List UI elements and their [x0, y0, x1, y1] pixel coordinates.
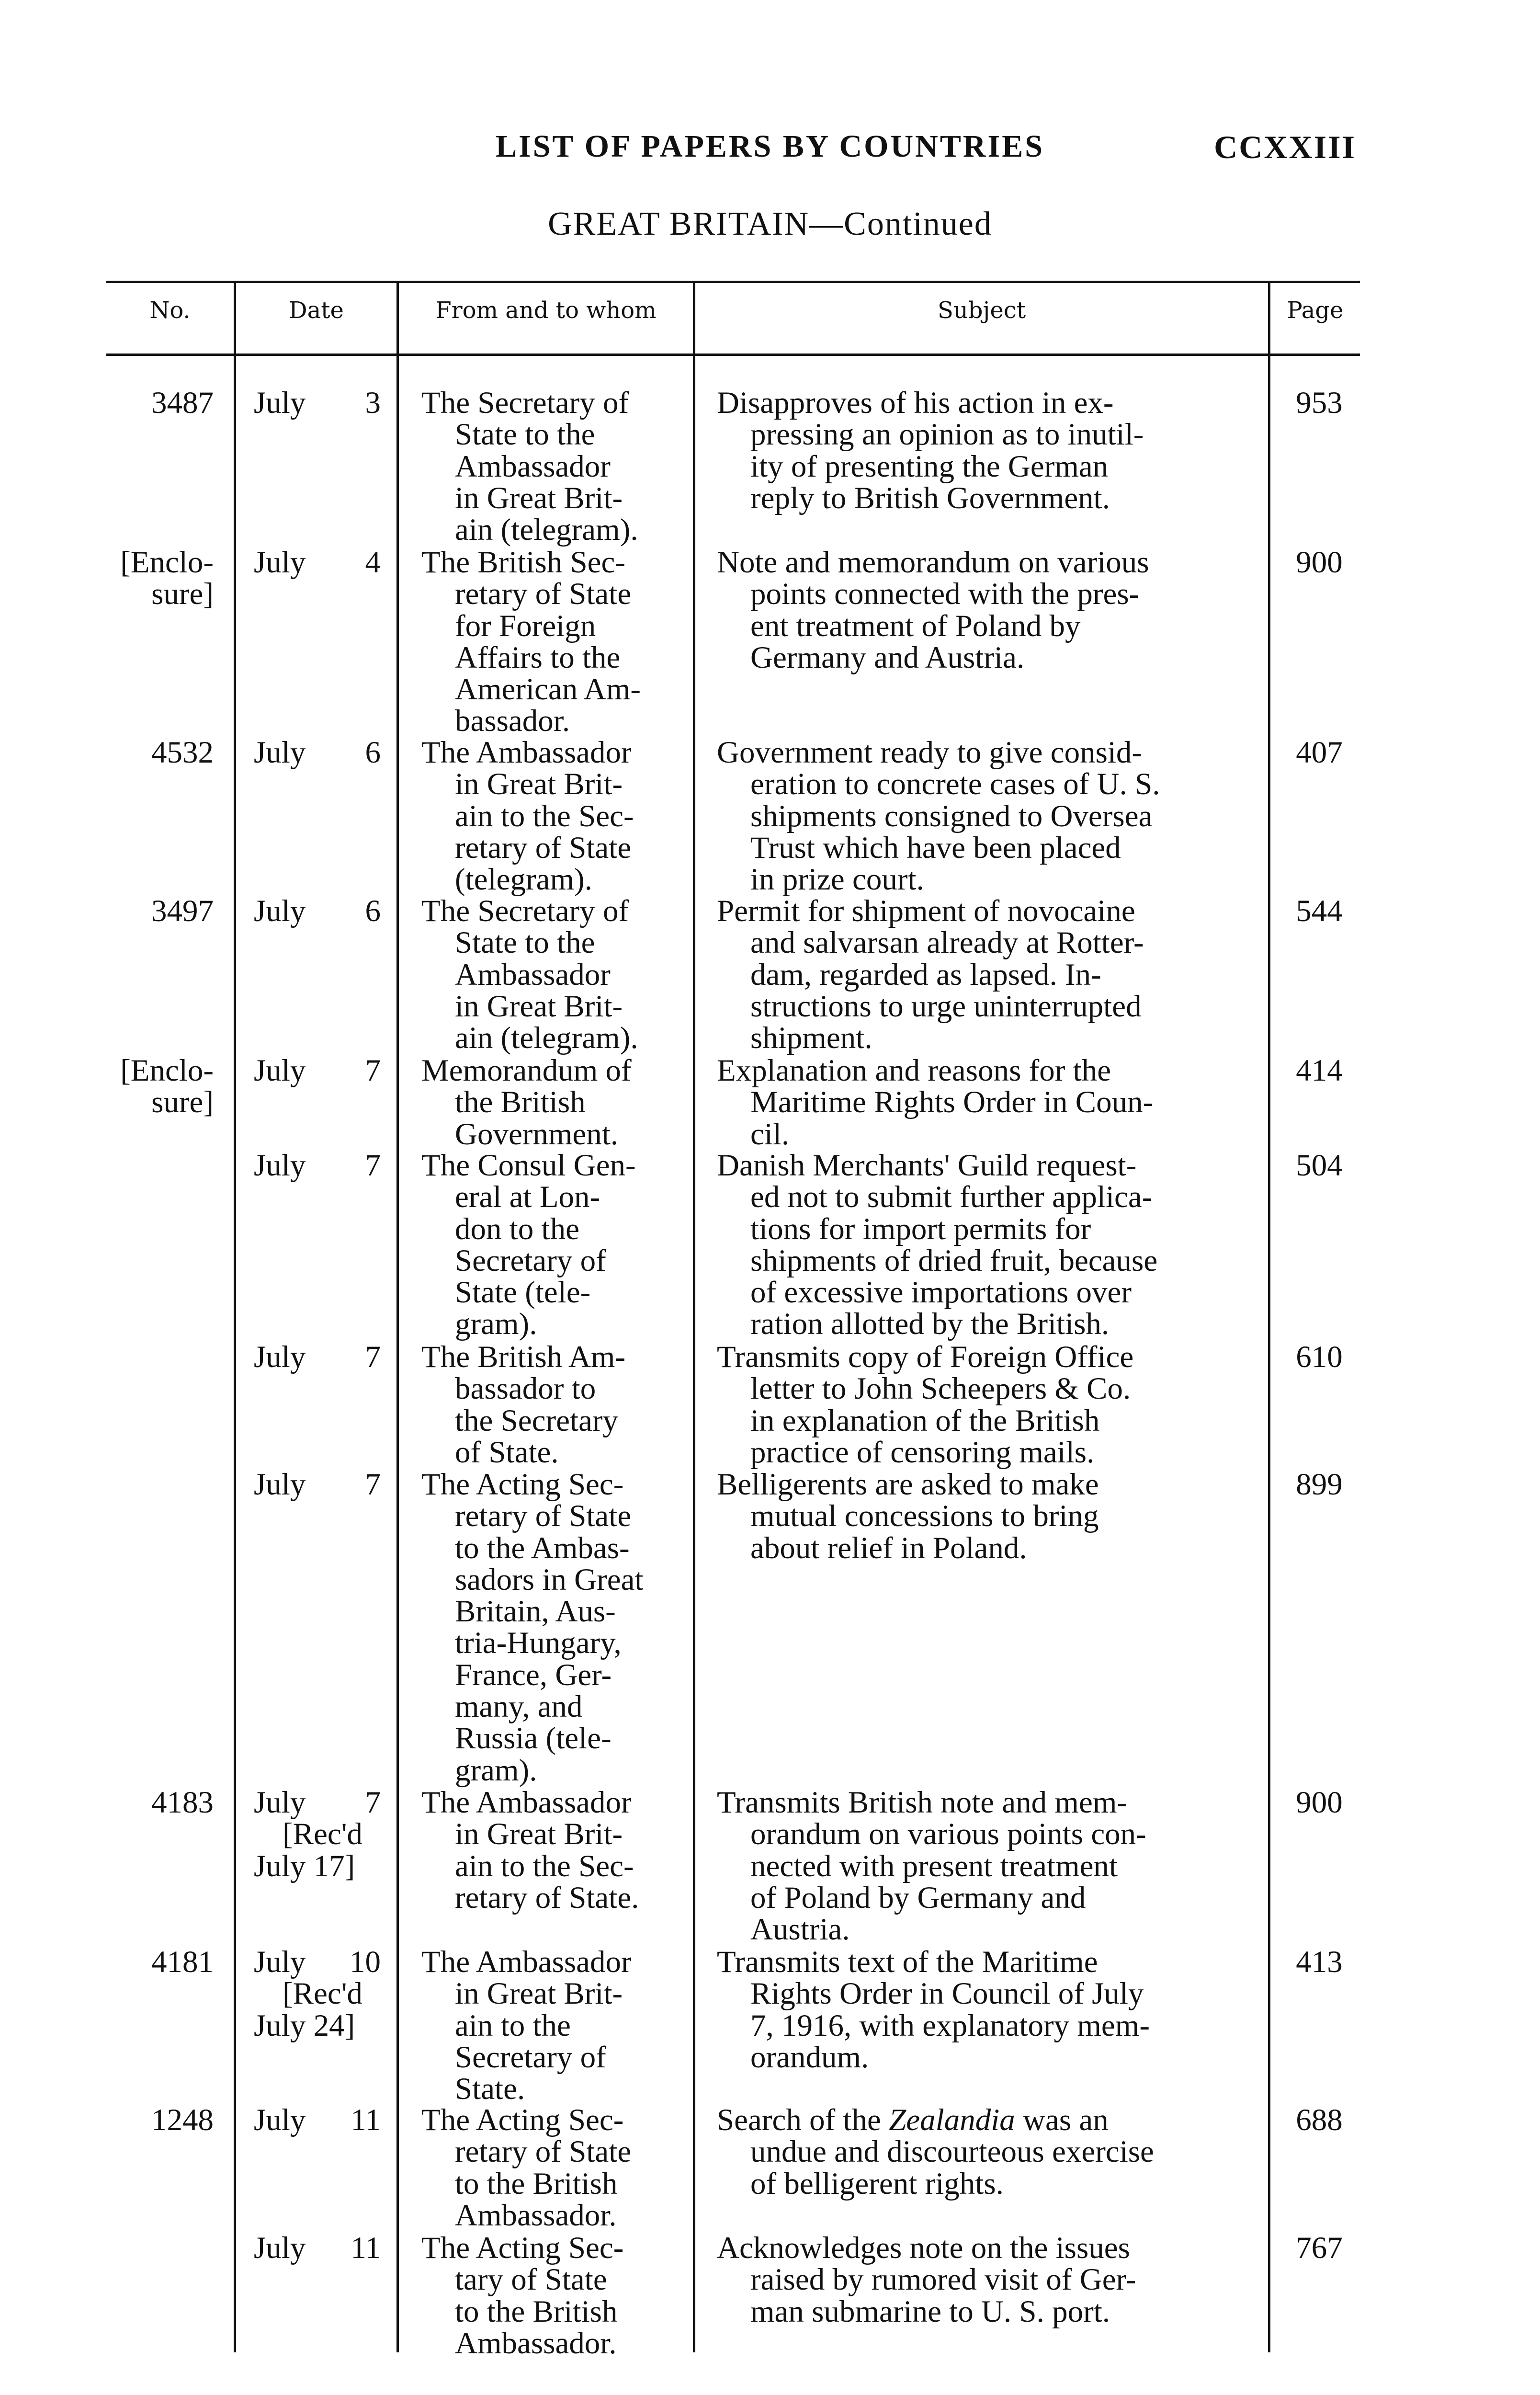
- from-to-line: ain to the Sec-: [455, 1848, 634, 1883]
- from-to-line: many, and: [455, 1689, 583, 1724]
- date-month: July: [254, 1148, 306, 1183]
- running-head: [0, 128, 1540, 171]
- date-line: [254, 387, 381, 419]
- date-month: July: [254, 386, 306, 420]
- date-cell: [254, 1469, 383, 1500]
- subject: [717, 1946, 1248, 2073]
- from-to-whom: [421, 2232, 680, 2359]
- from-to-line: The Secretary of: [421, 894, 629, 928]
- from-to-whom: [421, 2104, 680, 2231]
- from-to-line: ain (telegram).: [455, 513, 638, 547]
- page-number: 413: [1296, 1945, 1343, 1979]
- paper-number: 3497: [151, 894, 214, 928]
- from-to-line: The Acting Sec-: [421, 2231, 624, 2265]
- page-number: 900: [1296, 545, 1343, 580]
- column-divider: [693, 281, 695, 2352]
- subject-line: about relief in Poland.: [750, 1530, 1027, 1565]
- column-divider: [396, 281, 399, 2352]
- from-to-line: gram).: [455, 1307, 537, 1342]
- from-to-line: State to the: [455, 925, 595, 960]
- date-day: 11: [351, 2231, 381, 2265]
- received-date: July 24]: [254, 2008, 355, 2043]
- paper-number: [91, 1055, 214, 1118]
- from-to-line: retary of State: [455, 577, 632, 612]
- from-to-whom: [421, 737, 680, 895]
- date-day: 11: [351, 2103, 381, 2137]
- subject-line: Search of the Zealandia was an: [717, 2103, 1109, 2137]
- from-to-line: The British Am-: [421, 1340, 626, 1374]
- date-cell: [254, 387, 383, 419]
- from-to-line: in Great Brit-: [455, 767, 623, 802]
- subject-line: eration to concrete cases of U. S.: [750, 767, 1160, 802]
- date-cell: [254, 1055, 383, 1086]
- subject-line: Rights Order in Council of July: [750, 1976, 1144, 2011]
- subject-line: 7, 1916, with explanatory mem-: [750, 2008, 1150, 2043]
- subject-line: raised by rumored visit of Ger-: [750, 2262, 1136, 2297]
- subject-line: in explanation of the British: [750, 1403, 1100, 1438]
- column-header-no: No.: [149, 297, 191, 324]
- from-to-line: bassador to: [455, 1371, 596, 1406]
- paper-number: 1248: [151, 2103, 214, 2137]
- subject-line: of belligerent rights.: [750, 2166, 1004, 2201]
- date-month: July: [254, 735, 306, 770]
- date-cell: [254, 547, 383, 578]
- subject: [717, 1341, 1248, 1468]
- from-to-line: ain (telegram).: [455, 1021, 638, 1056]
- subject-line: shipments consigned to Oversea: [750, 798, 1153, 833]
- from-to-whom: [421, 1150, 680, 1340]
- date-month: July: [254, 2103, 306, 2137]
- page-number: 610: [1296, 1340, 1343, 1374]
- subject-line: Note and memorandum on various: [717, 545, 1149, 580]
- subject-line: structions to urge uninterrupted: [750, 989, 1142, 1024]
- enclosure-label: sure]: [151, 1085, 214, 1120]
- from-to-whom: [421, 387, 680, 546]
- date-month: July: [254, 1340, 306, 1374]
- from-to-line: The Ambassador: [421, 735, 632, 770]
- subject-line: ed not to submit further applica-: [750, 1180, 1153, 1215]
- date-day: 6: [365, 735, 381, 770]
- from-to-line: Secretary of: [455, 1243, 606, 1278]
- subject-line: orandum on various points con-: [750, 1817, 1146, 1852]
- subject-line: of Poland by Germany and: [750, 1880, 1086, 1915]
- from-to-line: Memorandum of: [421, 1053, 632, 1088]
- column-divider: [234, 281, 236, 2352]
- from-to-line: Ambassador: [455, 957, 611, 992]
- from-to-line: Ambassador.: [455, 2326, 617, 2361]
- date-day: 3: [365, 386, 381, 420]
- from-to-line: gram).: [455, 1753, 537, 1788]
- subject-line: orandum.: [750, 2040, 869, 2075]
- subject: [717, 1055, 1248, 1150]
- date-day: 7: [365, 1467, 381, 1502]
- from-to-line: State to the: [455, 417, 595, 452]
- page-number: 544: [1296, 894, 1343, 928]
- date-month: July: [254, 1053, 306, 1088]
- page-number: 900: [1296, 1785, 1343, 1820]
- folio: CCXXIII: [1214, 129, 1356, 165]
- column-header-from-to: From and to whom: [435, 297, 657, 324]
- subject-line: and salvarsan already at Rotter-: [750, 925, 1144, 960]
- subject-line: Austria.: [750, 1912, 850, 1947]
- subject-line: ity of presenting the German: [750, 449, 1109, 484]
- subject: [717, 2104, 1248, 2200]
- date-line: [254, 2104, 381, 2136]
- from-to-line: (telegram).: [455, 862, 592, 897]
- subject-line: ration allotted by the British.: [750, 1307, 1110, 1342]
- date-day: 7: [365, 1340, 381, 1374]
- from-to-line: The Acting Sec-: [421, 2103, 624, 2137]
- from-to-line: France, Ger-: [455, 1657, 612, 1692]
- subject-line: nected with present treatment: [750, 1848, 1118, 1883]
- date-day: 10: [350, 1945, 381, 1979]
- from-to-line: Russia (tele-: [455, 1721, 611, 1756]
- from-to-whom: [421, 1469, 680, 1786]
- subject-line: points connected with the pres-: [750, 577, 1140, 612]
- subject: [717, 895, 1248, 1054]
- page-number: 688: [1296, 2103, 1343, 2137]
- date-cell: [254, 895, 383, 927]
- from-to-line: the British: [455, 1085, 586, 1120]
- date-line: [254, 895, 381, 927]
- from-to-line: tary of State: [455, 2262, 607, 2297]
- subject-line: Danish Merchants' Guild request-: [717, 1148, 1137, 1183]
- from-to-whom: [421, 547, 680, 737]
- from-to-line: The Ambassador: [421, 1785, 632, 1820]
- date-line: [254, 1150, 381, 1181]
- from-to-line: The Ambassador: [421, 1945, 632, 1979]
- date-month: July: [254, 1467, 306, 1502]
- subject-line: Belligerents are asked to make: [717, 1467, 1099, 1502]
- column-header-date: Date: [289, 297, 344, 324]
- from-to-line: the Secretary: [455, 1403, 619, 1438]
- column-header-subject: Subject: [938, 297, 1026, 324]
- date-month: July: [254, 894, 306, 928]
- subject-line: Disapproves of his action in ex-: [717, 386, 1114, 420]
- date-cell: [254, 1150, 383, 1181]
- received-date: July 17]: [254, 1848, 355, 1883]
- from-to-whom: [421, 1341, 680, 1468]
- from-to-whom: [421, 1946, 680, 2105]
- from-to-line: ain to the: [455, 2008, 571, 2043]
- from-to-line: sadors in Great: [455, 1562, 644, 1597]
- from-to-line: eral at Lon-: [455, 1180, 600, 1215]
- date-month: July: [254, 1945, 306, 1979]
- running-title: LIST OF PAPERS BY COUNTRIES: [496, 129, 1044, 164]
- enclosure-label: [Enclo-: [120, 545, 214, 580]
- subject-line: mutual concessions to bring: [750, 1499, 1099, 1534]
- subject-line: cil.: [750, 1117, 790, 1152]
- received-date: [Rec'd: [283, 1976, 362, 2011]
- subject-line: Transmits text of the Maritime: [717, 1945, 1098, 1979]
- subject-line: tions for import permits for: [750, 1211, 1091, 1246]
- subject-line: shipment.: [750, 1021, 872, 1056]
- from-to-line: in Great Brit-: [455, 480, 623, 515]
- column-divider: [1268, 281, 1270, 2352]
- from-to-line: The Acting Sec-: [421, 1467, 624, 1502]
- subject-line: ent treatment of Poland by: [750, 608, 1081, 643]
- from-to-line: to the British: [455, 2166, 618, 2201]
- subject-line: Transmits British note and mem-: [717, 1785, 1128, 1820]
- subject: [717, 1787, 1248, 1945]
- paper-number: [91, 547, 214, 610]
- subject-line: Explanation and reasons for the: [717, 1053, 1111, 1088]
- date-day: 7: [365, 1785, 381, 1820]
- date-cell: [254, 1946, 383, 2041]
- subject-line: pressing an opinion as to inutil-: [750, 417, 1144, 452]
- from-to-line: Government.: [455, 1117, 619, 1152]
- table-top-rule: [106, 281, 1360, 283]
- from-to-line: retary of State: [455, 1499, 632, 1534]
- from-to-line: retary of State: [455, 2134, 632, 2169]
- subject-line: Maritime Rights Order in Coun-: [750, 1085, 1154, 1120]
- subject-line: reply to British Government.: [750, 480, 1110, 515]
- from-to-line: Secretary of: [455, 2040, 606, 2075]
- enclosure-label: sure]: [151, 577, 214, 612]
- paper-number: 4183: [151, 1785, 214, 1820]
- date-line: [254, 1055, 381, 1086]
- from-to-line: to the Ambas-: [455, 1530, 630, 1565]
- enclosure-label: [Enclo-: [120, 1053, 214, 1088]
- from-to-line: for Foreign: [455, 608, 596, 643]
- date-line: [254, 547, 381, 578]
- subject: [717, 1469, 1248, 1564]
- from-to-line: tria-Hungary,: [455, 1626, 622, 1661]
- date-cell: [254, 2232, 383, 2264]
- date-month: July: [254, 545, 306, 580]
- from-to-line: The Secretary of: [421, 386, 629, 420]
- from-to-line: American Am-: [455, 672, 641, 707]
- subject-line: practice of censoring mails.: [750, 1435, 1095, 1470]
- subject-line: of excessive importations over: [750, 1275, 1132, 1310]
- from-to-line: don to the: [455, 1211, 579, 1246]
- date-day: 4: [365, 545, 381, 580]
- page-number: 504: [1296, 1148, 1343, 1183]
- subject: [717, 547, 1248, 673]
- from-to-line: State (tele-: [455, 1275, 591, 1310]
- from-to-whom: [421, 895, 680, 1054]
- subject-line: Transmits copy of Foreign Office: [717, 1340, 1134, 1374]
- date-day: 6: [365, 894, 381, 928]
- from-to-line: State.: [455, 2072, 525, 2107]
- page-number: 767: [1296, 2231, 1343, 2265]
- date-day: 7: [365, 1148, 381, 1183]
- from-to-whom: [421, 1055, 680, 1150]
- page-number: 953: [1296, 386, 1343, 420]
- date-cell: [254, 2104, 383, 2136]
- date-month: July: [254, 1785, 306, 1820]
- subject-line: in prize court.: [750, 862, 924, 897]
- subject-line: shipments of dried fruit, because: [750, 1243, 1158, 1278]
- subject-line: Government ready to give consid-: [717, 735, 1143, 770]
- section-heading: GREAT BRITAIN—Continued: [548, 205, 992, 242]
- page-number: 899: [1296, 1467, 1343, 1502]
- subject-line: undue and discourteous exercise: [750, 2134, 1154, 2169]
- date-line: [254, 1946, 381, 1978]
- from-to-line: The British Sec-: [421, 545, 626, 580]
- from-to-line: Ambassador: [455, 449, 611, 484]
- date-cell: [254, 1341, 383, 1373]
- from-to-line: in Great Brit-: [455, 989, 623, 1024]
- from-to-line: retary of State: [455, 830, 632, 865]
- from-to-line: in Great Brit-: [455, 1817, 623, 1852]
- subject: [717, 1150, 1248, 1340]
- page-number: 414: [1296, 1053, 1343, 1088]
- subject-line: Permit for shipment of novocaine: [717, 894, 1135, 928]
- subject: [717, 737, 1248, 895]
- from-to-line: to the British: [455, 2294, 618, 2329]
- from-to-whom: [421, 1787, 680, 1914]
- subject: [717, 2232, 1248, 2327]
- from-to-line: ain to the Sec-: [455, 798, 634, 833]
- date-line: [254, 1341, 381, 1373]
- date-line: [254, 737, 381, 768]
- from-to-line: in Great Brit-: [455, 1976, 623, 2011]
- from-to-line: Ambassador.: [455, 2198, 617, 2233]
- from-to-line: retary of State.: [455, 1880, 639, 1915]
- from-to-line: Affairs to the: [455, 640, 621, 675]
- date-cell: [254, 1787, 383, 1882]
- subject-line: Acknowledges note on the issues: [717, 2231, 1130, 2265]
- subject-line: Trust which have been placed: [750, 830, 1121, 865]
- subject-line: man submarine to U. S. port.: [750, 2294, 1110, 2329]
- from-to-line: The Consul Gen-: [421, 1148, 636, 1183]
- subject: [717, 387, 1248, 514]
- date-cell: [254, 737, 383, 768]
- subject-line: dam, regarded as lapsed. In-: [750, 957, 1101, 992]
- column-header-page: Page: [1287, 297, 1344, 324]
- from-to-line: of State.: [455, 1435, 559, 1470]
- received-date: [Rec'd: [283, 1817, 362, 1852]
- page-number: 407: [1296, 735, 1343, 770]
- date-line: [254, 1787, 381, 1818]
- date-line: [254, 1469, 381, 1500]
- from-to-line: bassador.: [455, 704, 570, 739]
- date-month: July: [254, 2231, 306, 2265]
- table-header-rule: [106, 354, 1360, 356]
- paper-number: 4532: [151, 735, 214, 770]
- subject-line: Germany and Austria.: [750, 640, 1025, 675]
- date-line: [254, 2232, 381, 2264]
- subject-line: letter to John Scheepers & Co.: [750, 1371, 1131, 1406]
- from-to-line: Britain, Aus-: [455, 1594, 616, 1629]
- date-day: 7: [365, 1053, 381, 1088]
- paper-number: 3487: [151, 386, 214, 420]
- paper-number: 4181: [151, 1945, 214, 1979]
